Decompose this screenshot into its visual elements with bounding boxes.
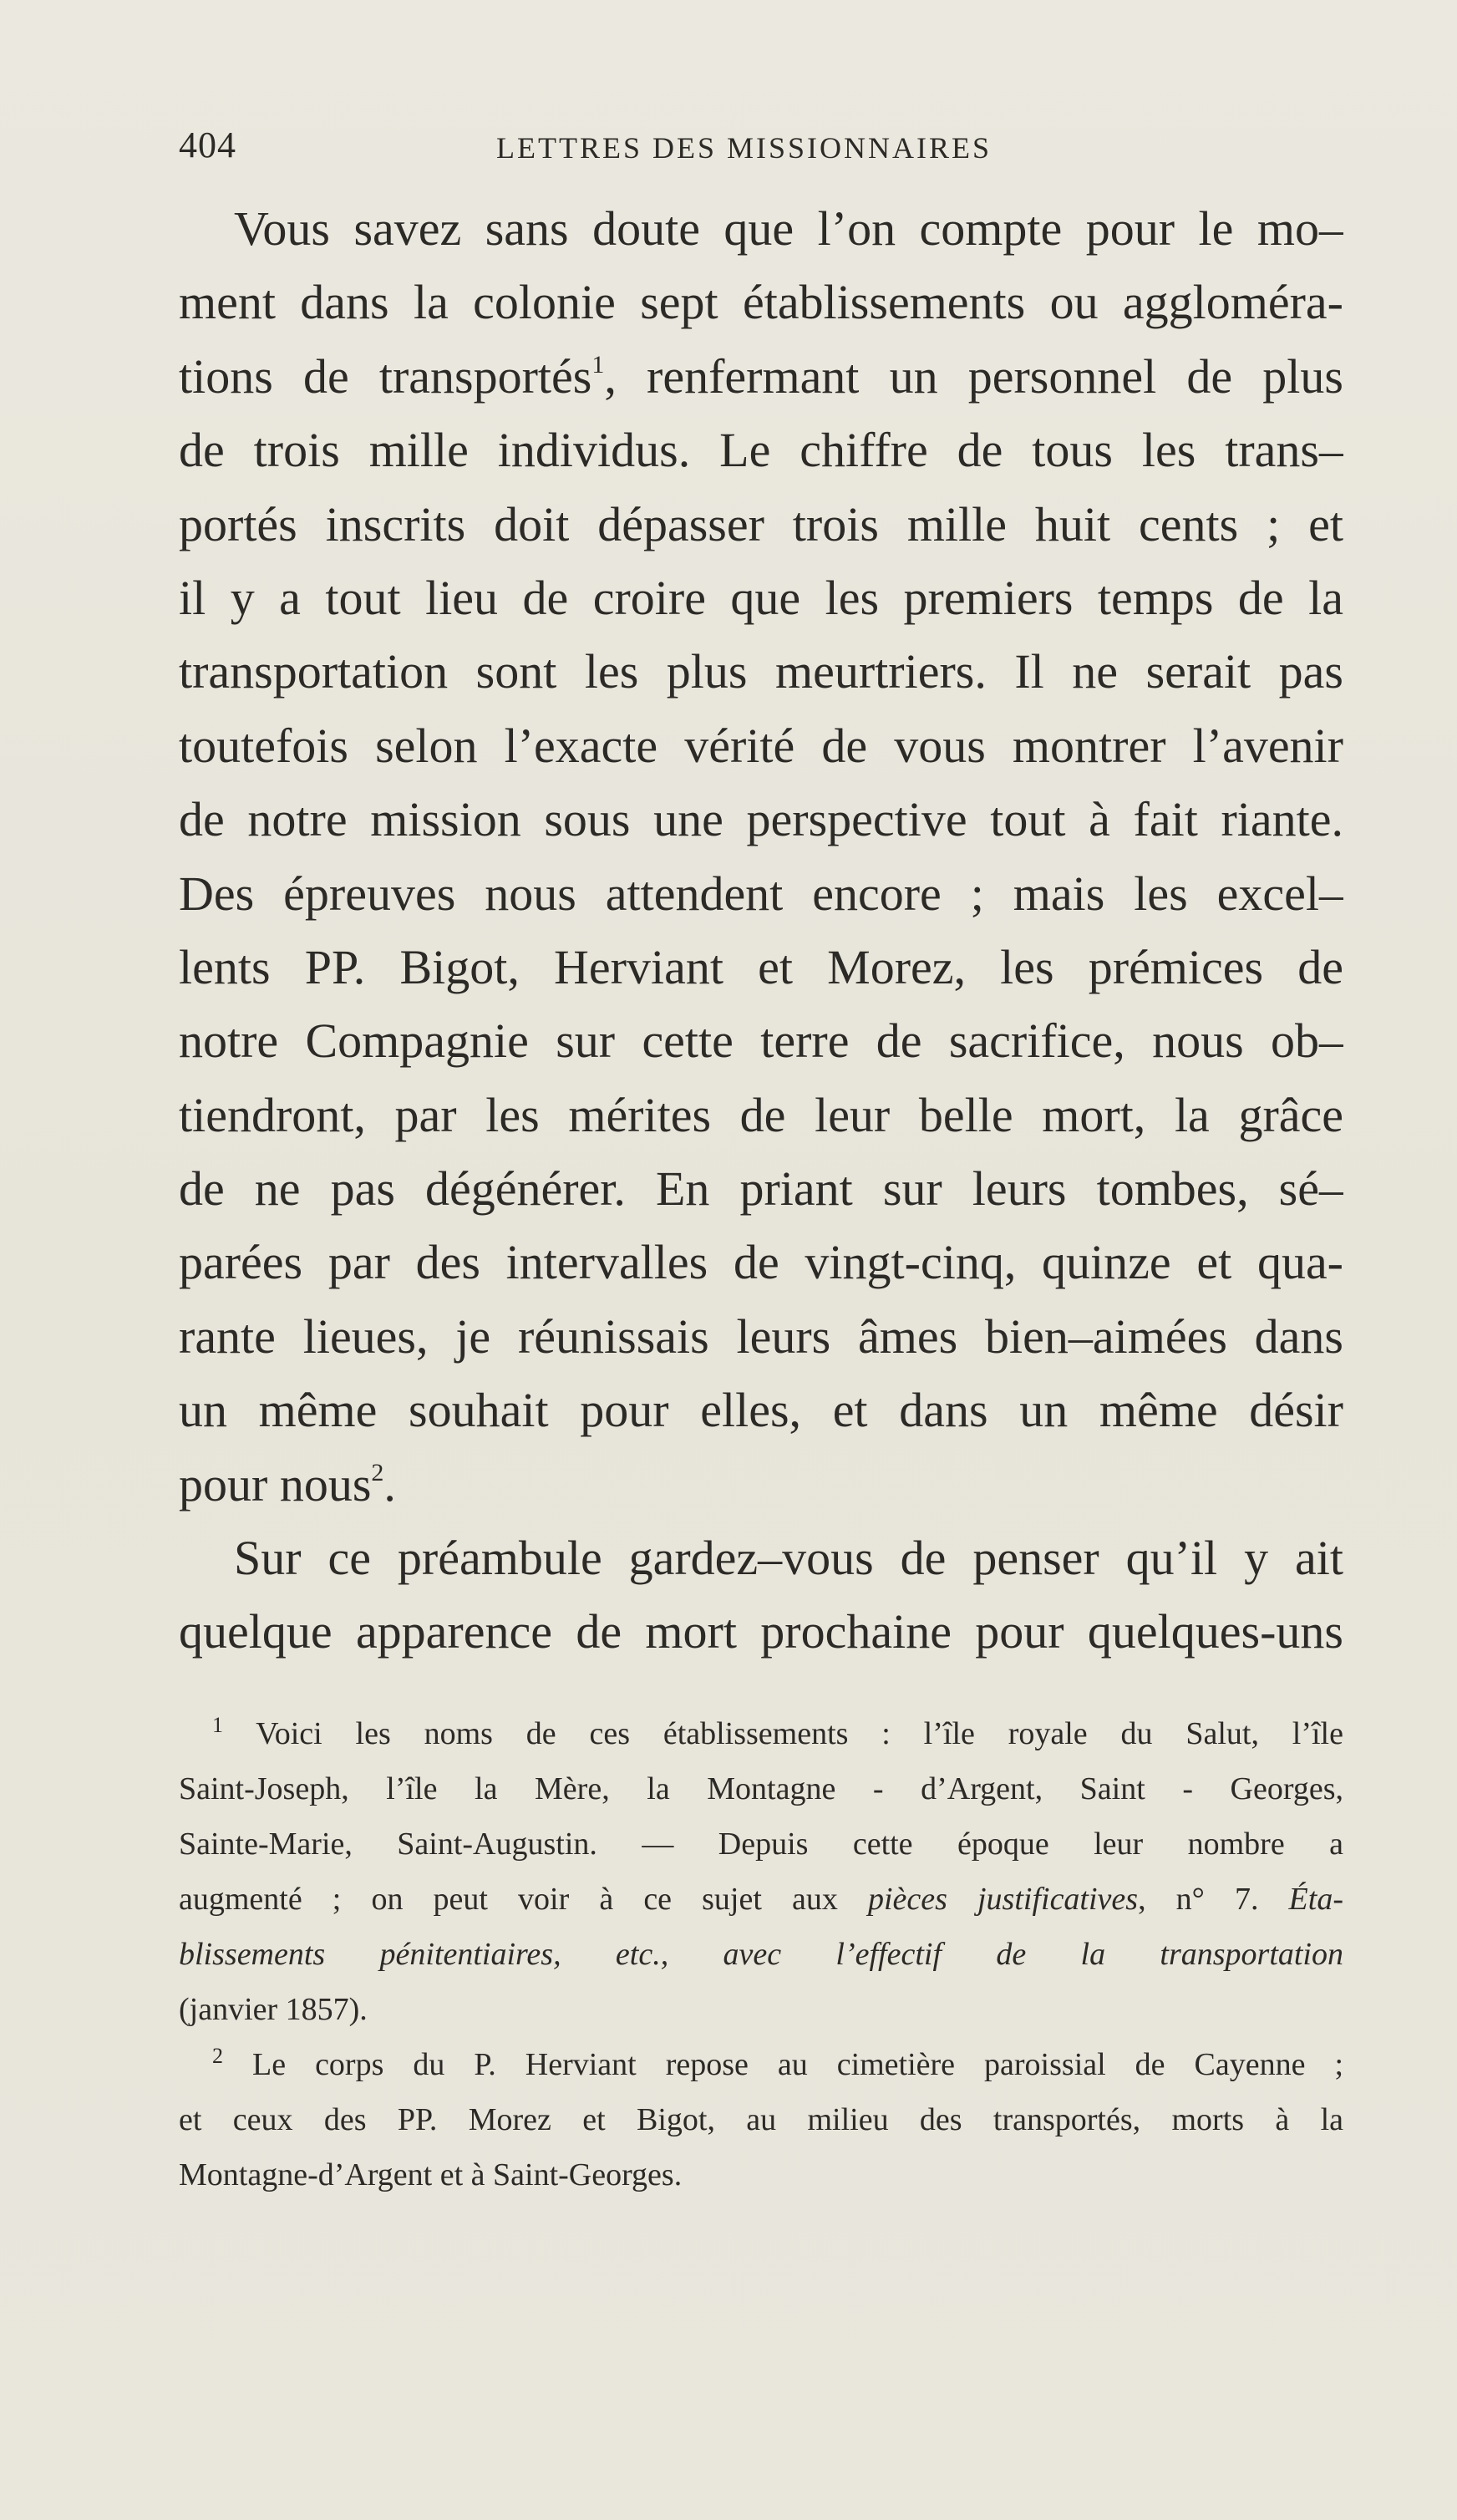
text-line: rante lieues, je réunissais leurs âmes bien–aimées dans: [179, 1308, 1343, 1364]
text-line: notre Compagnie sur cette terre de sacrifice, nous ob–: [179, 1014, 1343, 1069]
text-line: tiendront, par les mérites de leur belle mort, la grâce: [179, 1087, 1343, 1142]
page-header: [179, 124, 1343, 174]
main-text: [179, 192, 1343, 1669]
footnote-reference: 1: [591, 350, 605, 379]
footnote-line: (janvier 1857).: [179, 1992, 368, 2027]
italic-segment: blissements pénitentiaires, etc., avec l’effectif de la transportation: [179, 1937, 1343, 1972]
footnote-line: Sainte-Marie, Saint-Augustin. — Depuis cette époque leur nombre a: [179, 1826, 1343, 1862]
text-segment: tions de transportés: [179, 348, 592, 404]
footnote-line: [179, 2037, 1343, 2092]
text-segment: pour nous: [179, 1456, 372, 1511]
text-segment: Voici les noms de ces établissements : l’île royale du Salut, l’île: [256, 1716, 1343, 1751]
text-line: de ne pas dégénérer. En priant sur leurs tombes, sé–: [179, 1161, 1343, 1217]
text-line: de notre mission sous une perspective tout à fait riante.: [179, 792, 1343, 847]
text-line: Sur ce préambule gardez–vous de penser qu’il y ait: [234, 1531, 1343, 1586]
footnote-line: Saint-Joseph, l’île la Mère, la Montagne - d’Argent, Saint - Georges,: [179, 1771, 1343, 1806]
text-line: Vous savez sans doute que l’on compte pour le mo–: [234, 201, 1343, 256]
text-segment: Le corps du P. Herviant repose au cimetière paroissial de Cayenne ;: [252, 2047, 1343, 2082]
italic-segment: Éta-: [1288, 1882, 1343, 1917]
footnote-line: et ceux des PP. Morez et Bigot, au milieu des transportés, morts à la: [179, 2102, 1343, 2137]
text-segment: .: [383, 1456, 396, 1511]
text-line: un même souhait pour elles, et dans un même désir: [179, 1383, 1343, 1438]
footnote-line: [179, 1706, 1343, 1761]
text-line: toutefois selon l’exacte vérité de vous montrer l’avenir: [179, 718, 1343, 773]
text-segment: , renfermant un personnel de plus: [604, 348, 1343, 404]
text-line: Des épreuves nous attendent encore ; mais les excel–: [179, 866, 1343, 921]
page-number: 404: [179, 124, 236, 165]
footnote-marker: 2: [212, 2044, 223, 2068]
text-line: il y a tout lieu de croire que les premiers temps de la: [179, 570, 1343, 625]
text-segment: , n° 7.: [1138, 1882, 1289, 1917]
text-line: [179, 340, 1343, 414]
footnote-marker: 1: [212, 1713, 223, 1737]
text-line: [179, 1448, 1343, 1522]
text-line: ment dans la colonie sept établissements ou aggloméra-: [179, 275, 1343, 330]
footnote-line: Montagne-d’Argent et à Saint-Georges.: [179, 2157, 683, 2192]
text-line: de trois mille individus. Le chiffre de tous les trans–: [179, 423, 1343, 478]
text-line: lents PP. Bigot, Herviant et Morez, les prémices de: [179, 939, 1343, 994]
italic-segment: pièces justificatives: [867, 1882, 1139, 1917]
text-line: quelque apparence de mort prochaine pour quelques-uns: [179, 1604, 1343, 1659]
footnote-line: [179, 1872, 1343, 1927]
text-line: parées par des intervalles de vingt-cinq, quinze et qua-: [179, 1235, 1343, 1290]
text-line: transportation sont les plus meurtriers. Il ne serait pas: [179, 644, 1343, 699]
running-title: LETTRES DES MISSIONNAIRES: [496, 131, 992, 165]
text-line: portés inscrits doit dépasser trois mille huit cents ; et: [179, 496, 1343, 551]
footnotes: [179, 1706, 1343, 2202]
text-segment: augmenté ; on peut voir à ce sujet aux: [179, 1882, 868, 1917]
footnote-line: [179, 1927, 1343, 1982]
footnote-reference: 2: [371, 1458, 384, 1486]
